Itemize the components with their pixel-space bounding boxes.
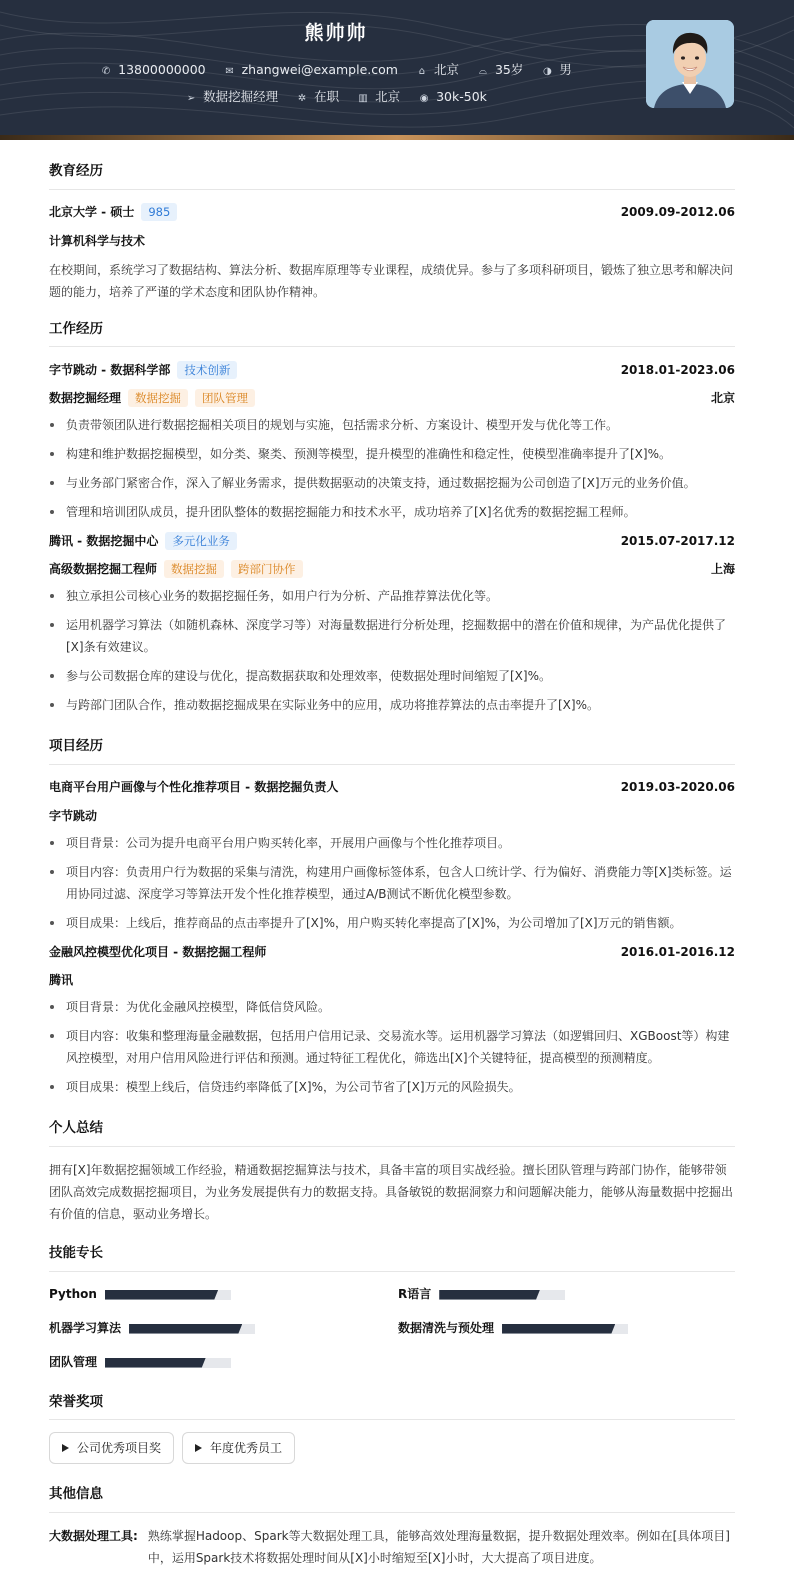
skills-grid (49, 1284, 735, 1374)
project-name: 金融风控模型优化项目 - 数据挖掘工程师 (49, 944, 267, 959)
summary-title: 个人总结 (49, 1118, 735, 1147)
summary-text: 拥有[X]年数据挖掘领域工作经验，精通数据挖掘算法与技术，具备丰富的项目实战经验。擅长团队管理与跨部门协作，能够带领团队高效完成数据挖掘项目，为业务发展提供有力的数据支持。具备敏锐的数据洞察力和问题解决能力，能够从海量数据中挖掘出有价值的信息，驱动业务增长。 (49, 1162, 734, 1221)
resume-header (0, 0, 794, 140)
job-date: 2018.01-2023.06 (620, 362, 735, 377)
age-item (477, 60, 523, 80)
home-icon: ⌂ (418, 66, 426, 77)
award-label: 公司优秀项目奖 (77, 1441, 162, 1456)
project-org: 腾讯 (49, 973, 74, 988)
summary-section (49, 1118, 735, 1225)
job-company-line (49, 361, 237, 380)
job-intent-row (0, 87, 672, 107)
job-role-row (49, 558, 735, 580)
awards-section (49, 1392, 735, 1465)
job-role-tag: 数据挖掘 (128, 389, 188, 407)
project-header-row (49, 941, 735, 963)
list-item: 项目背景：为优化金融风控模型，降低信贷风险。 (49, 996, 735, 1018)
list-item: 项目内容：收集和整理海量金融数据，包括用户信用记录、交易流水等。运用机器学习算法（如逻辑回归、XGBoost等）构建风控模型，对用户信用风险进行评估和预测。通过特征工程优化，筛选出[X]个关键特征，提高模型的预测精度。 (49, 1025, 735, 1069)
job-role-tag: 团队管理 (195, 389, 255, 407)
age-text: 35岁 (494, 62, 524, 77)
school-line (49, 203, 177, 222)
job-city: 上海 (710, 561, 735, 576)
gender-text: 男 (559, 62, 572, 77)
job-company-line (49, 532, 237, 551)
job-bullets (49, 585, 735, 716)
project-section (49, 736, 735, 1098)
position-item (185, 87, 278, 107)
other-title: 其他信息 (49, 1484, 735, 1513)
project-header-row (49, 777, 735, 799)
salary-text: 30k-50k (436, 89, 487, 104)
position-text: 数据挖掘经理 (203, 89, 279, 104)
list-item: 与业务部门紧密合作，深入了解业务需求，提供数据驱动的决策支持，通过数据挖掘为公司创造了[X]万元的业务价值。 (49, 472, 735, 494)
play-icon (195, 1444, 202, 1452)
phone-icon: ✆ (101, 66, 111, 77)
job-role-tag: 数据挖掘 (164, 560, 224, 578)
job-company: 字节跳动 - 数据科学部 (49, 362, 171, 377)
gender-item (541, 60, 572, 80)
salary-item (418, 87, 487, 107)
education-section (49, 161, 735, 303)
award-label: 年度优秀员工 (210, 1441, 283, 1456)
project-bullets (49, 832, 735, 934)
skill-name: R语言 (398, 1286, 432, 1301)
list-item: 参与公司数据仓库的建设与优化，提高数据获取和处理效率，使数据处理时间缩短了[X]%。 (49, 665, 735, 687)
header-accent-band (0, 135, 794, 140)
skills-section (49, 1243, 735, 1374)
school-tag: 985 (141, 203, 177, 221)
other-text: 熟练掌握Hadoop、Spark等大数据处理工具，能够高效处理海量数据，提升数据处理效率。例如在[具体项目]中，运用Spark技术将数据处理时间从[X]小时缩短至[X]小时，大大提高了项目进度。 (147, 1528, 730, 1565)
skill-bar (439, 1290, 565, 1300)
education-title: 教育经历 (49, 161, 735, 190)
skill-item (398, 1284, 735, 1306)
education-description: 在校期间，系统学习了数据结构、算法分析、数据库原理等专业课程，成绩优异。参与了多项科研项目，锻炼了独立思考和解决问题的能力，培养了严谨的学术态度和团队协作精神。 (49, 262, 734, 299)
job-bullets (49, 414, 735, 523)
job-company-row (49, 530, 735, 552)
project-entry (49, 941, 735, 1098)
send-icon: ➢ (186, 93, 196, 104)
target-city-text: 北京 (375, 89, 401, 104)
skill-bar (129, 1324, 255, 1334)
skill-item (49, 1352, 398, 1374)
job-company: 腾讯 - 数据挖掘中心 (49, 533, 159, 548)
play-icon (62, 1444, 69, 1452)
skill-name: Python (49, 1286, 97, 1301)
skill-item (398, 1318, 735, 1340)
awards-title: 荣誉奖项 (49, 1392, 735, 1421)
job-role-tag: 跨部门协作 (231, 560, 303, 578)
education-major: 计算机科学与技术 (49, 233, 146, 248)
skill-bar-fill (439, 1290, 540, 1300)
education-date: 2009.09-2012.06 (620, 205, 735, 219)
job-city: 北京 (710, 390, 735, 405)
skill-bar (105, 1358, 231, 1368)
project-date: 2016.01-2016.12 (620, 944, 735, 959)
location-text: 北京 (433, 62, 459, 77)
job-entry (49, 359, 735, 523)
project-title: 项目经历 (49, 736, 735, 765)
job-date: 2015.07-2017.12 (620, 533, 735, 548)
work-section (49, 319, 735, 717)
mail-icon: ✉ (225, 66, 234, 77)
salary-icon: ◉ (419, 93, 429, 104)
other-item (49, 1525, 735, 1569)
skill-bar-fill (129, 1324, 242, 1334)
skill-bar (502, 1324, 628, 1334)
job-company-tag: 技术创新 (177, 361, 237, 379)
skill-name: 团队管理 (49, 1354, 98, 1369)
award-badge (182, 1432, 295, 1464)
list-item: 独立承担公司核心业务的数据挖掘任务，如用户行为分析、产品推荐算法优化等。 (49, 585, 735, 607)
list-item: 项目成果：模型上线后，信贷违约率降低了[X]%，为公司节省了[X]万元的风险损失。 (49, 1076, 735, 1098)
skill-item (49, 1284, 398, 1306)
email-text: zhangwei@example.com (241, 62, 398, 77)
job-company-row (49, 359, 735, 381)
location-item (416, 60, 459, 80)
job-role-row (49, 387, 735, 409)
award-badge (49, 1432, 174, 1464)
list-item: 项目内容：负责用户行为数据的采集与清洗，构建用户画像标签体系，包含人口统计学、行为偏好、消费能力等[X]类标签。运用协同过滤、深度学习等算法开发个性化推荐模型，通过A/B测试不断优化模型参数。 (49, 861, 735, 905)
phone-item (100, 60, 205, 80)
phone-text: 13800000000 (118, 62, 206, 77)
other-section (49, 1484, 735, 1569)
skill-bar-fill (105, 1290, 218, 1300)
building-icon: ▥ (358, 93, 368, 104)
project-org: 字节跳动 (49, 808, 98, 823)
list-item: 管理和培训团队成员，提升团队整体的数据挖掘能力和技术水平，成功培养了[X]名优秀的数据挖掘工程师。 (49, 501, 735, 523)
list-item: 与跨部门团队合作，推动数据挖掘成果在实际业务中的应用，成功将推荐算法的点击率提升了[X]%。 (49, 694, 735, 716)
list-item: 项目背景：公司为提升电商平台用户购买转化率，开展用户画像与个性化推荐项目。 (49, 832, 735, 854)
project-entry (49, 777, 735, 934)
other-label: 大数据处理工具: (49, 1528, 138, 1543)
status-icon: ✲ (297, 93, 307, 104)
awards-list (49, 1432, 735, 1464)
project-bullets (49, 996, 735, 1098)
job-role-line (49, 389, 255, 408)
skill-bar-fill (105, 1358, 206, 1368)
target-city-item (357, 87, 400, 107)
resume-body (0, 161, 794, 1569)
skill-item (49, 1318, 398, 1340)
age-icon: ⌓ (478, 66, 487, 77)
email-item (224, 60, 398, 80)
skill-bar-fill (502, 1324, 615, 1334)
avatar (646, 20, 734, 108)
gender-icon: ◑ (542, 66, 552, 77)
contact-row (0, 60, 672, 80)
project-date: 2019.03-2020.06 (620, 780, 735, 795)
avatar-photo (646, 20, 734, 108)
project-name: 电商平台用户画像与个性化推荐项目 - 数据挖掘负责人 (49, 780, 339, 795)
skills-title: 技能专长 (49, 1243, 735, 1272)
list-item: 负责带领团队进行数据挖掘相关项目的规划与实施，包括需求分析、方案设计、模型开发与优化等工作。 (49, 414, 735, 436)
school-name: 北京大学 - 硕士 (49, 205, 135, 219)
skill-name: 机器学习算法 (49, 1320, 122, 1335)
job-role: 高级数据挖掘工程师 (49, 561, 158, 576)
job-role: 数据挖掘经理 (49, 390, 122, 405)
list-item: 构建和维护数据挖掘模型，如分类、聚类、预测等模型，提升模型的准确性和稳定性，使模型准确率提升了[X]%。 (49, 443, 735, 465)
status-text: 在职 (314, 89, 340, 104)
job-role-line (49, 560, 303, 579)
candidate-name: 熊帅帅 (304, 22, 368, 44)
status-item (296, 87, 339, 107)
skill-name: 数据清洗与预处理 (398, 1320, 495, 1335)
job-company-tag: 多元化业务 (165, 532, 237, 550)
education-header-row (49, 202, 735, 224)
work-title: 工作经历 (49, 319, 735, 348)
skill-bar (105, 1290, 231, 1300)
list-item: 运用机器学习算法（如随机森林、深度学习等）对海量数据进行分析处理，挖掘数据中的潜在价值和规律，为产品优化提供了[X]条有效建议。 (49, 614, 735, 658)
job-entry (49, 530, 735, 716)
list-item: 项目成果：上线后，推荐商品的点击率提升了[X]%，用户购买转化率提高了[X]%，为公司增加了[X]万元的销售额。 (49, 912, 735, 934)
